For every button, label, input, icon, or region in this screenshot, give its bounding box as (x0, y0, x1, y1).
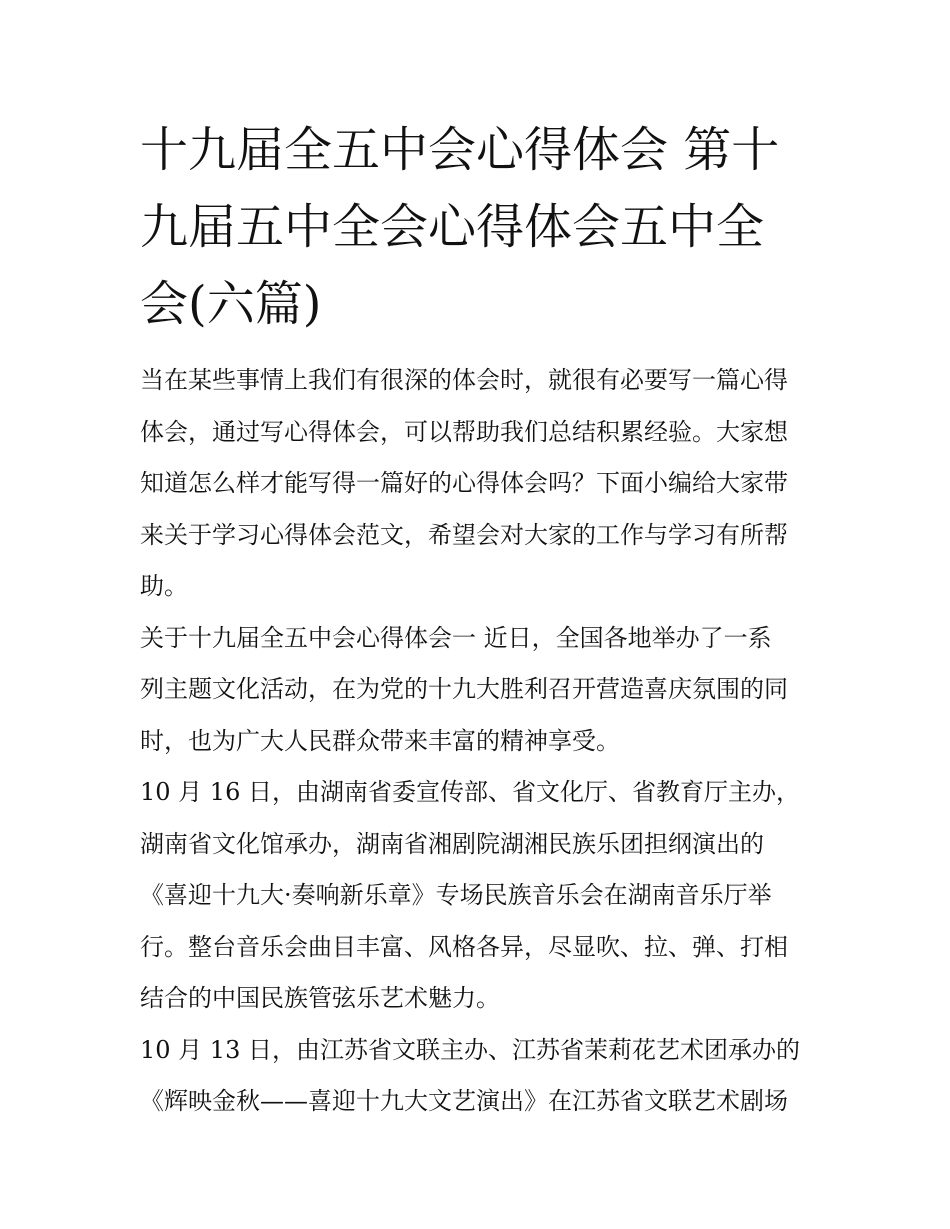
paragraph-jiangsu-show (140, 1025, 830, 1128)
text-line: 10 月 13 日，由江苏省文联主办、江苏省茉莉花艺术团承办的 (140, 1035, 800, 1064)
text-line: 《辉映金秋——喜迎十九大文艺演出》在江苏省文联艺术剧场 (140, 1087, 788, 1115)
paragraph-section-one (140, 613, 830, 768)
text-line: 来关于学习心得体会范文，希望会对大家的工作与学习有所帮 (140, 520, 788, 549)
text-line: 湖南省文化馆承办，湖南省湘剧院湖湘民族乐团担纲演出的 (140, 829, 764, 858)
text-line: 列主题文化活动，在为党的十九大胜利召开营造喜庆氛围的同 (140, 675, 788, 703)
title-line: 十九届全五中会心得体会 第十 (140, 122, 780, 178)
title-line: 会(六篇) (140, 276, 322, 332)
text-line: 助。 (140, 572, 188, 600)
document-title (140, 112, 830, 343)
text-line: 《喜迎十九大·奏响新乐章》专场民族音乐会在湖南音乐厅举 (140, 881, 772, 909)
text-line: 体会，通过写心得体会，可以帮助我们总结积累经验。大家想 (140, 417, 788, 446)
paragraph-hunan-concert (140, 767, 830, 1025)
text-line: 10 月 16 日，由湖南省委宣传部、省文化厅、省教育厅主办， (140, 778, 800, 806)
title-line: 九届五中全会心得体会五中全 (140, 199, 765, 255)
text-line: 行。整台音乐会曲目丰富、风格各异，尽显吹、拉、弹、打相 (140, 932, 788, 961)
paragraph-intro (140, 355, 830, 613)
text-line: 知道怎么样才能写得一篇好的心得体会吗？下面小编给大家带 (140, 469, 788, 497)
text-line: 时，也为广大人民群众带来丰富的精神享受。 (140, 726, 620, 755)
text-line: 结合的中国民族管弦乐艺术魅力。 (140, 984, 500, 1012)
text-line: 关于十九届全五中会心得体会一 近日，全国各地举办了一系 (140, 623, 772, 652)
text-line: 当在某些事情上我们有很深的体会时，就很有必要写一篇心得 (140, 366, 788, 394)
document-body (140, 355, 830, 1128)
